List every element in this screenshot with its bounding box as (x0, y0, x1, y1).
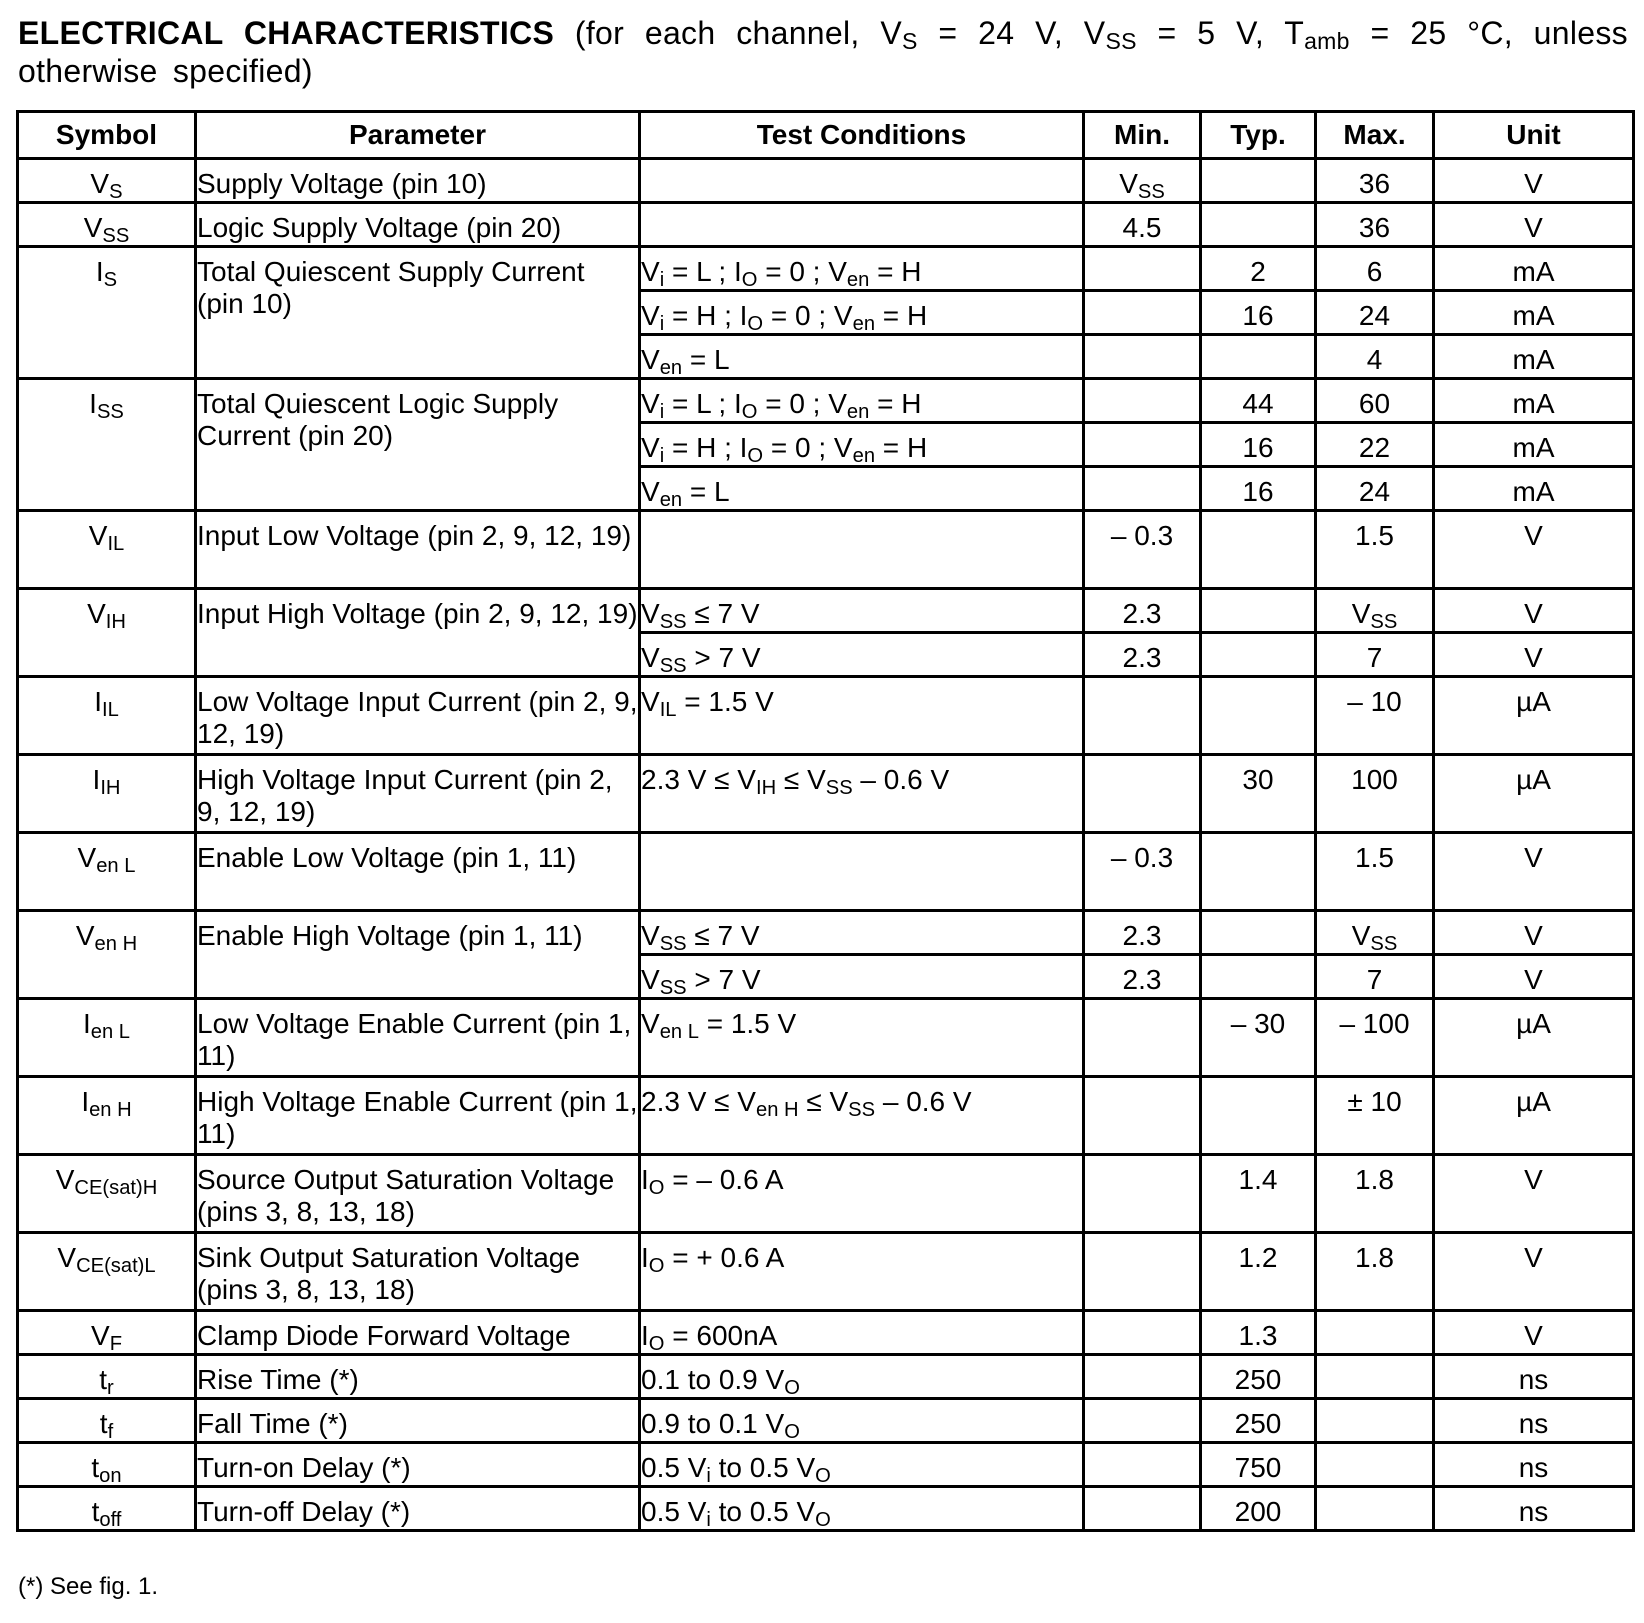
cell-max: 7 (1316, 955, 1434, 999)
cell-typ (1201, 633, 1316, 677)
cell-parameter: High Voltage Input Current (pin 2, 9, 12, 19) (196, 755, 640, 833)
cell-typ: 30 (1201, 755, 1316, 833)
cell-test-conditions: $V_{en} = L$ (640, 335, 1084, 379)
cell-typ (1201, 159, 1316, 203)
cell-typ: 750 (1201, 1443, 1316, 1487)
table-row (18, 589, 1634, 633)
cell-max: 36 (1316, 203, 1434, 247)
cell-max (1316, 1311, 1434, 1355)
cell-parameter: Input High Voltage (pin 2, 9, 12, 19) (196, 589, 640, 677)
cell-max: 24 (1316, 467, 1434, 511)
cell-min: 2.3 (1084, 589, 1201, 633)
cell-typ: 44 (1201, 379, 1316, 423)
cell-typ: 1.2 (1201, 1233, 1316, 1311)
cell-symbol: $t_r$ (18, 1355, 196, 1399)
cell-parameter: Logic Supply Voltage (pin 20) (196, 203, 640, 247)
cell-min: 4.5 (1084, 203, 1201, 247)
cell-unit: V (1434, 589, 1634, 633)
cell-min (1084, 1443, 1201, 1487)
cell-min: 2.3 (1084, 633, 1201, 677)
cell-test-conditions: $V_{en L} = 1.5$ V (640, 999, 1084, 1077)
cell-min (1084, 423, 1201, 467)
cell-min (1084, 379, 1201, 423)
cell-max: $V_{SS}$ (1316, 589, 1434, 633)
cell-parameter: Input Low Voltage (pin 2, 9, 12, 19) (196, 511, 640, 589)
cell-symbol: $I_{IL}$ (18, 677, 196, 755)
cell-max: 1.5 (1316, 511, 1434, 589)
header-symbol: Symbol (18, 112, 196, 159)
cell-test-conditions: $V_{IL} = 1.5$ V (640, 677, 1084, 755)
cell-test-conditions: $I_O$ = – 0.6 A (640, 1155, 1084, 1233)
cell-typ: 250 (1201, 1355, 1316, 1399)
table-row (18, 755, 1634, 833)
cell-typ (1201, 955, 1316, 999)
cell-test-conditions: $V_{SS} \le 7$ V (640, 589, 1084, 633)
cell-symbol: $V_F$ (18, 1311, 196, 1355)
cell-symbol: $V_{CE(sat)H}$ (18, 1155, 196, 1233)
table-row (18, 999, 1634, 1077)
cell-symbol: $V_{IH}$ (18, 589, 196, 677)
cell-max (1316, 1399, 1434, 1443)
cell-symbol: $V_{CE(sat)L}$ (18, 1233, 196, 1311)
cell-symbol: $I_{en L}$ (18, 999, 196, 1077)
cell-test-conditions (640, 203, 1084, 247)
cell-parameter: Enable High Voltage (pin 1, 11) (196, 911, 640, 999)
cell-max: ± 10 (1316, 1077, 1434, 1155)
cell-max (1316, 1443, 1434, 1487)
cell-symbol: $V_S$ (18, 159, 196, 203)
cell-typ: 16 (1201, 467, 1316, 511)
cell-symbol: $t_{off}$ (18, 1487, 196, 1531)
cell-unit: V (1434, 203, 1634, 247)
cell-unit: mA (1434, 423, 1634, 467)
cell-typ: 16 (1201, 291, 1316, 335)
cell-test-conditions (640, 511, 1084, 589)
cell-unit: V (1434, 633, 1634, 677)
cell-test-conditions: $V_{en} = L$ (640, 467, 1084, 511)
cell-test-conditions: $V_i = L$ ; $I_O = 0$ ; $V_{en} = H$ (640, 379, 1084, 423)
cell-unit: V (1434, 1311, 1634, 1355)
cell-typ: 16 (1201, 423, 1316, 467)
cell-parameter: Fall Time (*) (196, 1399, 640, 1443)
page-title (18, 14, 1628, 90)
header-test-conditions: Test Conditions (640, 112, 1084, 159)
cell-min (1084, 291, 1201, 335)
cell-symbol: $V_{en L}$ (18, 833, 196, 911)
cell-unit: µA (1434, 677, 1634, 755)
cell-max: 100 (1316, 755, 1434, 833)
cell-unit: V (1434, 833, 1634, 911)
cell-min: – 0.3 (1084, 511, 1201, 589)
cell-unit: µA (1434, 1077, 1634, 1155)
cell-min: 2.3 (1084, 955, 1201, 999)
cell-symbol: $I_{SS}$ (18, 379, 196, 511)
cell-min (1084, 1233, 1201, 1311)
header-row (18, 112, 1634, 159)
cell-min (1084, 1355, 1201, 1399)
cell-unit: mA (1434, 247, 1634, 291)
cell-unit: V (1434, 1233, 1634, 1311)
cell-test-conditions: 2.3 $V \le V_{en H} \le V_{SS} - 0.6$ V (640, 1077, 1084, 1155)
cell-unit: ns (1434, 1487, 1634, 1531)
cell-symbol: $I_{IH}$ (18, 755, 196, 833)
cell-typ: 250 (1201, 1399, 1316, 1443)
cell-test-conditions (640, 159, 1084, 203)
cell-symbol: $V_{en H}$ (18, 911, 196, 999)
cell-typ (1201, 203, 1316, 247)
cell-typ (1201, 589, 1316, 633)
header-unit: Unit (1434, 112, 1634, 159)
cell-test-conditions: $V_{SS} > 7$ V (640, 955, 1084, 999)
cell-min (1084, 335, 1201, 379)
cell-symbol: $t_f$ (18, 1399, 196, 1443)
cell-unit: ns (1434, 1399, 1634, 1443)
cell-max: 1.5 (1316, 833, 1434, 911)
cell-unit: ns (1434, 1355, 1634, 1399)
cell-test-conditions: 2.3 $V \le V_{IH} \le V_{SS} - 0.6$ V (640, 755, 1084, 833)
title-conditions: (for each channel, $V_S = 24$ V, $V_{SS} = 5$ V, $T_{amb} = 25$ °C, unless otherwise specified) (18, 15, 1628, 89)
table-row (18, 1443, 1634, 1487)
cell-parameter: Total Quiescent Supply Current (pin 10) (196, 247, 640, 379)
cell-unit: mA (1434, 335, 1634, 379)
cell-unit: mA (1434, 291, 1634, 335)
table-row (18, 247, 1634, 291)
cell-max: 1.8 (1316, 1233, 1434, 1311)
cell-unit: V (1434, 511, 1634, 589)
table-row (18, 379, 1634, 423)
cell-max: 24 (1316, 291, 1434, 335)
cell-test-conditions: $V_i = H$ ; $I_O = 0$ ; $V_{en} = H$ (640, 291, 1084, 335)
cell-unit: µA (1434, 999, 1634, 1077)
table-row (18, 511, 1634, 589)
cell-typ (1201, 511, 1316, 589)
cell-max: 60 (1316, 379, 1434, 423)
cell-typ: 2 (1201, 247, 1316, 291)
table-row (18, 1233, 1634, 1311)
cell-typ: 1.4 (1201, 1155, 1316, 1233)
table-row (18, 1311, 1634, 1355)
cell-symbol: $I_{en H}$ (18, 1077, 196, 1155)
cell-parameter: Turn-off Delay (*) (196, 1487, 640, 1531)
cell-typ (1201, 833, 1316, 911)
cell-symbol: $V_{IL}$ (18, 511, 196, 589)
cell-unit: mA (1434, 467, 1634, 511)
cell-parameter: Rise Time (*) (196, 1355, 640, 1399)
header-parameter: Parameter (196, 112, 640, 159)
cell-typ (1201, 911, 1316, 955)
cell-min (1084, 1155, 1201, 1233)
cell-max: 7 (1316, 633, 1434, 677)
cell-min (1084, 1311, 1201, 1355)
cell-min (1084, 1077, 1201, 1155)
cell-typ: – 30 (1201, 999, 1316, 1077)
cell-max: – 10 (1316, 677, 1434, 755)
cell-parameter: Sink Output Saturation Voltage (pins 3, 8, 13, 18) (196, 1233, 640, 1311)
table-row (18, 203, 1634, 247)
cell-parameter: Enable Low Voltage (pin 1, 11) (196, 833, 640, 911)
cell-symbol: $I_S$ (18, 247, 196, 379)
cell-test-conditions: $I_O$ = + 0.6 A (640, 1233, 1084, 1311)
cell-test-conditions: 0.9 to 0.1 $V_O$ (640, 1399, 1084, 1443)
cell-max: 22 (1316, 423, 1434, 467)
cell-unit: V (1434, 1155, 1634, 1233)
table-row (18, 1399, 1634, 1443)
cell-unit: V (1434, 955, 1634, 999)
cell-symbol: $V_{SS}$ (18, 203, 196, 247)
cell-max: 1.8 (1316, 1155, 1434, 1233)
cell-parameter: Turn-on Delay (*) (196, 1443, 640, 1487)
cell-typ (1201, 335, 1316, 379)
cell-unit: mA (1434, 379, 1634, 423)
table-row (18, 159, 1634, 203)
cell-min (1084, 1399, 1201, 1443)
cell-test-conditions: $V_{SS} \le 7$ V (640, 911, 1084, 955)
cell-max (1316, 1355, 1434, 1399)
cell-typ: 200 (1201, 1487, 1316, 1531)
cell-parameter: Clamp Diode Forward Voltage (196, 1311, 640, 1355)
header-max: Max. (1316, 112, 1434, 159)
cell-max: 6 (1316, 247, 1434, 291)
cell-min: – 0.3 (1084, 833, 1201, 911)
cell-typ (1201, 1077, 1316, 1155)
header-typ: Typ. (1201, 112, 1316, 159)
cell-test-conditions: $V_i = L$ ; $I_O = 0$ ; $V_{en} = H$ (640, 247, 1084, 291)
cell-min (1084, 247, 1201, 291)
cell-min: $V_{SS}$ (1084, 159, 1201, 203)
cell-min (1084, 999, 1201, 1077)
cell-max: – 100 (1316, 999, 1434, 1077)
cell-symbol: $t_{on}$ (18, 1443, 196, 1487)
cell-parameter: High Voltage Enable Current (pin 1, 11) (196, 1077, 640, 1155)
cell-unit: V (1434, 911, 1634, 955)
table-row (18, 677, 1634, 755)
header-min: Min. (1084, 112, 1201, 159)
cell-test-conditions: $V_{SS} > 7$ V (640, 633, 1084, 677)
cell-unit: ns (1434, 1443, 1634, 1487)
cell-min (1084, 755, 1201, 833)
table-row (18, 1155, 1634, 1233)
cell-typ (1201, 677, 1316, 755)
title-bold: ELECTRICAL CHARACTERISTICS (18, 15, 555, 51)
cell-test-conditions: 0.5 $V_i$ to 0.5 $V_O$ (640, 1487, 1084, 1531)
table-row (18, 833, 1634, 911)
cell-unit: µA (1434, 755, 1634, 833)
cell-test-conditions (640, 833, 1084, 911)
cell-min: 2.3 (1084, 911, 1201, 955)
footnote: (*) See fig. 1. (18, 1573, 159, 1600)
table-row (18, 1487, 1634, 1531)
table-body (18, 159, 1634, 1531)
cell-test-conditions: $I_O = 600nA$ (640, 1311, 1084, 1355)
cell-parameter: Low Voltage Input Current (pin 2, 9, 12, 19) (196, 677, 640, 755)
table-row (18, 911, 1634, 955)
electrical-characteristics-table (16, 110, 1635, 1532)
cell-max: 4 (1316, 335, 1434, 379)
cell-test-conditions: $V_i = H$ ; $I_O = 0$ ; $V_{en} = H$ (640, 423, 1084, 467)
cell-unit: V (1434, 159, 1634, 203)
cell-parameter: Source Output Saturation Voltage (pins 3, 8, 13, 18) (196, 1155, 640, 1233)
cell-max (1316, 1487, 1434, 1531)
table-row (18, 1077, 1634, 1155)
cell-test-conditions: 0.5 $V_i$ to 0.5 $V_O$ (640, 1443, 1084, 1487)
cell-min (1084, 677, 1201, 755)
cell-test-conditions: 0.1 to 0.9 $V_O$ (640, 1355, 1084, 1399)
cell-min (1084, 1487, 1201, 1531)
cell-parameter: Total Quiescent Logic Supply Current (pin 20) (196, 379, 640, 511)
table-row (18, 1355, 1634, 1399)
cell-parameter: Supply Voltage (pin 10) (196, 159, 640, 203)
cell-min (1084, 467, 1201, 511)
cell-max: 36 (1316, 159, 1434, 203)
cell-max: $V_{SS}$ (1316, 911, 1434, 955)
cell-typ: 1.3 (1201, 1311, 1316, 1355)
cell-parameter: Low Voltage Enable Current (pin 1, 11) (196, 999, 640, 1077)
